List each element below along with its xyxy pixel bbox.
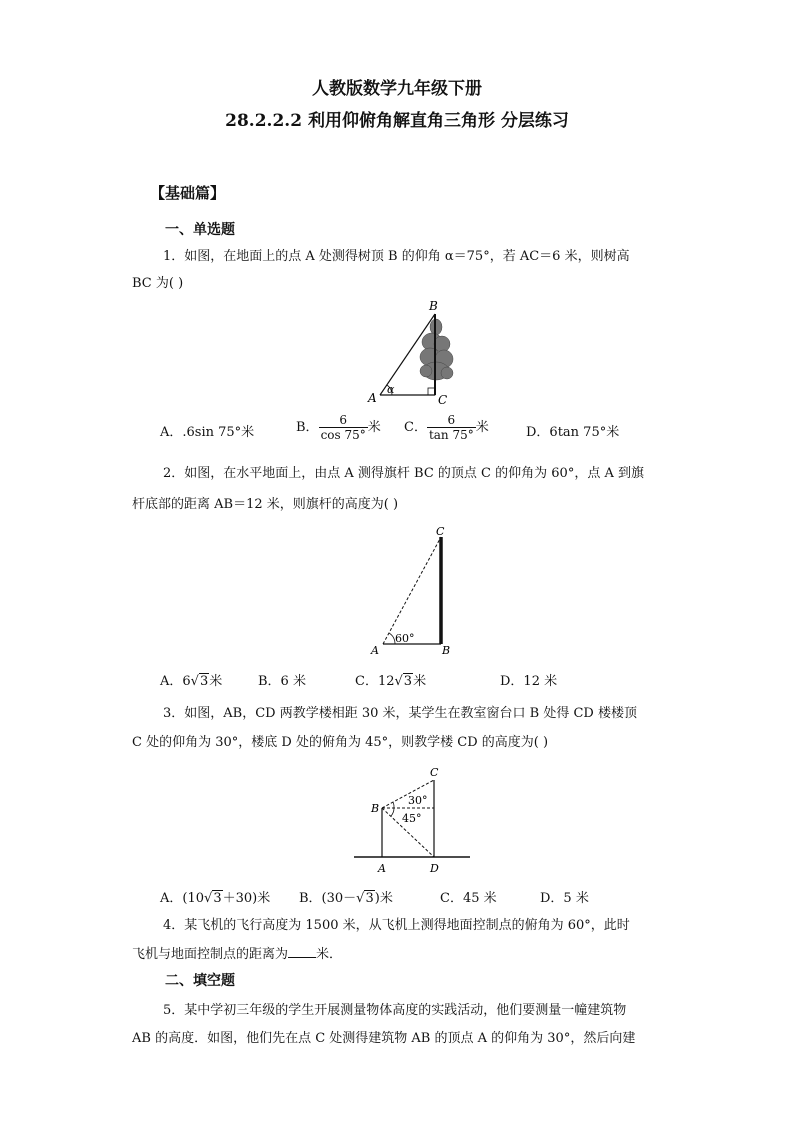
q2-option-c-radicand: 3 (403, 674, 413, 689)
page-title: 人教版数学九年级下册 (312, 79, 482, 99)
q1-option-b-numerator: 6 (319, 413, 368, 428)
q2-label-B: B (442, 644, 451, 657)
q1-option-c-fraction (427, 413, 476, 442)
q4-text-line2-prefix: 飞机与地面控制点的距离为 (132, 947, 289, 962)
q2-option-a: A．6√3米 (160, 674, 223, 689)
q1-option-b (296, 413, 381, 442)
q3-option-b-radicand: 3 (365, 891, 374, 906)
q2-option-a-radicand: 3 (199, 674, 209, 689)
q1-label-A: A (368, 391, 377, 405)
q2-option-a-prefix: A．6 (160, 674, 191, 689)
q1-option-c-unit: 米 (475, 420, 489, 435)
q2-option-c-prefix: C．12 (355, 674, 395, 689)
q3-option-d: D．5 米 (540, 891, 589, 906)
q2-label-A: A (371, 644, 379, 657)
q3-label-D: D (430, 862, 439, 875)
q1-option-b-unit: 米 (367, 420, 381, 435)
q1-label-alpha: α (387, 383, 395, 396)
q2-option-d: D．12 米 (500, 674, 558, 689)
q5-text-line1: 5．某中学初三年级的学生开展测量物体高度的实践活动，他们要测量一幢建筑物 (163, 1003, 627, 1018)
section-basic-title: 【基础篇】 (150, 184, 226, 202)
q1-option-c-numerator: 6 (427, 413, 476, 428)
q1-option-c-denominator: tan 75° (428, 428, 474, 442)
q2-option-c: C．12√3米 (355, 674, 427, 689)
q2-text-line1: 2．如图，在水平地面上，由点 A 测得旗杆 BC 的顶点 C 的仰角为 60°，点 A 到旗 (163, 466, 644, 481)
q3-label-B: B (371, 802, 380, 815)
q3-text-line2: C 处的仰角为 30°，楼底 D 处的俯角为 45°，则教学楼 CD 的高度为( ) (132, 735, 549, 750)
q4-text-line2-suffix: 米． (316, 947, 343, 962)
q4-answer-blank[interactable] (288, 945, 316, 958)
q1-option-b-fraction (319, 413, 368, 442)
q1-option-b-denominator: cos 75° (320, 428, 366, 442)
q1-option-d: D．6tan 75°米 (526, 425, 620, 440)
q3-text-line1: 3．如图，AB，CD 两教学楼相距 30 米，某学生在教室窗台口 B 处得 CD 楼楼顶 (163, 706, 637, 721)
q3-option-b-prefix: B．(30－ (299, 891, 357, 906)
q3-option-a-radicand: 3 (213, 891, 222, 906)
part-single-choice-title: 一、单选题 (165, 222, 235, 238)
q3-option-a-suffix: ＋30)米 (222, 891, 271, 906)
q2-label-C: C (436, 525, 445, 538)
q3-label-A: A (378, 862, 386, 875)
q2-text-line2: 杆底部的距离 AB＝12 米，则旗杆的高度为( ) (132, 497, 399, 512)
q3-option-a: A．(10√3＋30)米 (160, 891, 271, 906)
q1-option-b-label: B． (296, 420, 319, 435)
q2-option-c-unit: 米 (413, 674, 427, 689)
q2-label-angle: 60° (395, 632, 415, 645)
q3-figure (352, 762, 477, 877)
q1-figure (362, 297, 462, 409)
q4-text-line1: 4．某飞机的飞行高度为 1500 米，从飞机上测得地面控制点的俯角为 60°，此时 (163, 918, 630, 933)
q3-label-angle2: 45° (402, 812, 422, 825)
q3-option-b: B．(30－√3)米 (299, 891, 393, 906)
q1-label-C: C (438, 393, 448, 407)
q3-option-c: C．45 米 (440, 891, 497, 906)
q3-option-a-prefix: A．(10 (160, 891, 205, 906)
q2-figure (365, 523, 465, 661)
q3-label-C: C (430, 766, 439, 779)
q1-option-c (404, 413, 489, 442)
q5-text-line2: AB 的高度．如图，他们先在点 C 处测得建筑物 AB 的顶点 A 的仰角为 30°，然后向建 (132, 1031, 636, 1046)
page-subtitle: 28.2.2.2 利用仰俯角解直角三角形 分层练习 (225, 111, 569, 131)
part-fill-blank-title: 二、填空题 (165, 973, 235, 989)
q2-option-a-unit: 米 (209, 674, 223, 689)
q1-text-line1: 1．如图，在地面上的点 A 处测得树顶 B 的仰角 α＝75°，若 AC＝6 米，则树高 (163, 249, 630, 264)
q3-option-b-suffix: )米 (374, 891, 393, 906)
q3-label-angle1: 30° (408, 794, 428, 807)
q1-option-a: A．.6sin 75°米 (160, 425, 255, 440)
q1-label-B: B (429, 299, 438, 313)
q4-text-line2 (132, 945, 342, 963)
q2-option-b: B．6 米 (258, 674, 306, 689)
q1-text-line2: BC 为( ) (132, 276, 184, 291)
q1-option-c-label: C． (404, 420, 427, 435)
